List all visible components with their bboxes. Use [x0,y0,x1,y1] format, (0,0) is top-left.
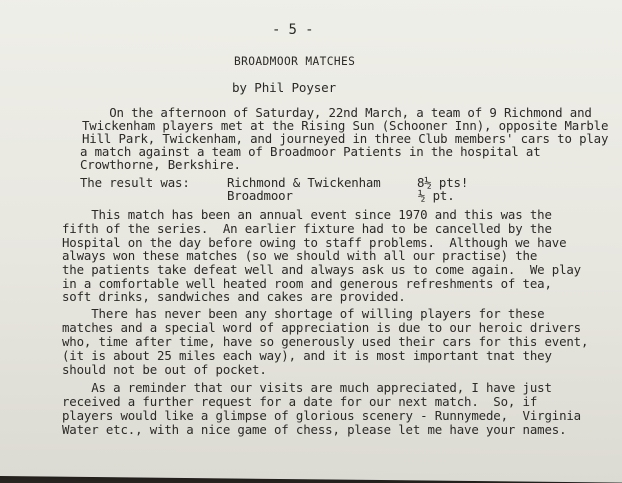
paragraph2-line: Hospital on the day before owing to staff problems. Although we have [62,235,567,250]
page-number: - 5 - [272,22,314,38]
paragraph2-line: in a comfortable well heated room and generous refreshments of tea, [62,276,552,291]
paragraph2-line: This match has been an annual event since 1970 and this was the [62,207,552,222]
paragraph1-line: Crowthorne, Berkshire. [80,157,241,172]
result-points: 8½ pts! [417,175,469,190]
paragraph2-line: fifth of the series. An earlier fixture had to be cancelled by the [62,221,552,236]
paragraph2-line: soft drinks, sandwiches and cakes are provided. [62,289,406,304]
paragraph3-line: (it is about 25 miles each way), and it is most important tnat they [62,348,552,363]
paragraph1-line: Twickenham players met at the Rising Sun (Schooner Inn), opposite Marble [82,118,609,133]
result-label: The result was: [80,175,190,190]
paragraph1-line: On the afternoon of Saturday, 22nd March, a team of 9 Richmond and [80,105,592,120]
paragraph3-line: should not be out of pocket. [62,362,267,377]
paragraph4-line: As a reminder that our visits are much appreciated, I have just [62,380,552,395]
byline: by Phil Poyser [232,80,337,95]
result-points: ½ pt. [418,188,455,203]
paragraph3-line: matches and a special word of appreciation is due to our heroic drivers [62,320,581,335]
paragraph3-line: There has never been any shortage of willing players for these [62,306,545,321]
paragraph4-line: players would like a glimpse of glorious scenery - Runnymede, Virginia [62,408,581,423]
paragraph3-line: who, time after time, have so generously used their cars for this event, [62,334,589,349]
paragraph2-line: always won these matches (so we should with all our practise) the [62,248,538,263]
result-team: Richmond & Twickenham [227,175,381,190]
paragraph4-line: Water etc., with a nice game of chess, please let me have your names. [62,422,567,437]
paragraph1-line: Hill Park, Twickenham, and journeyed in three Club members' cars to play [82,131,609,146]
paragraph2-line: the patients take defeat well and always ask us to come again. We play [62,262,581,277]
result-team: Broadmoor [227,188,293,203]
document-title: BROADMOOR MATCHES [234,55,356,68]
paragraph4-line: received a further request for a date for our next match. So, if [62,394,538,409]
paragraph1-line: a match against a team of Broadmoor Patients in the hospital at [80,144,541,159]
